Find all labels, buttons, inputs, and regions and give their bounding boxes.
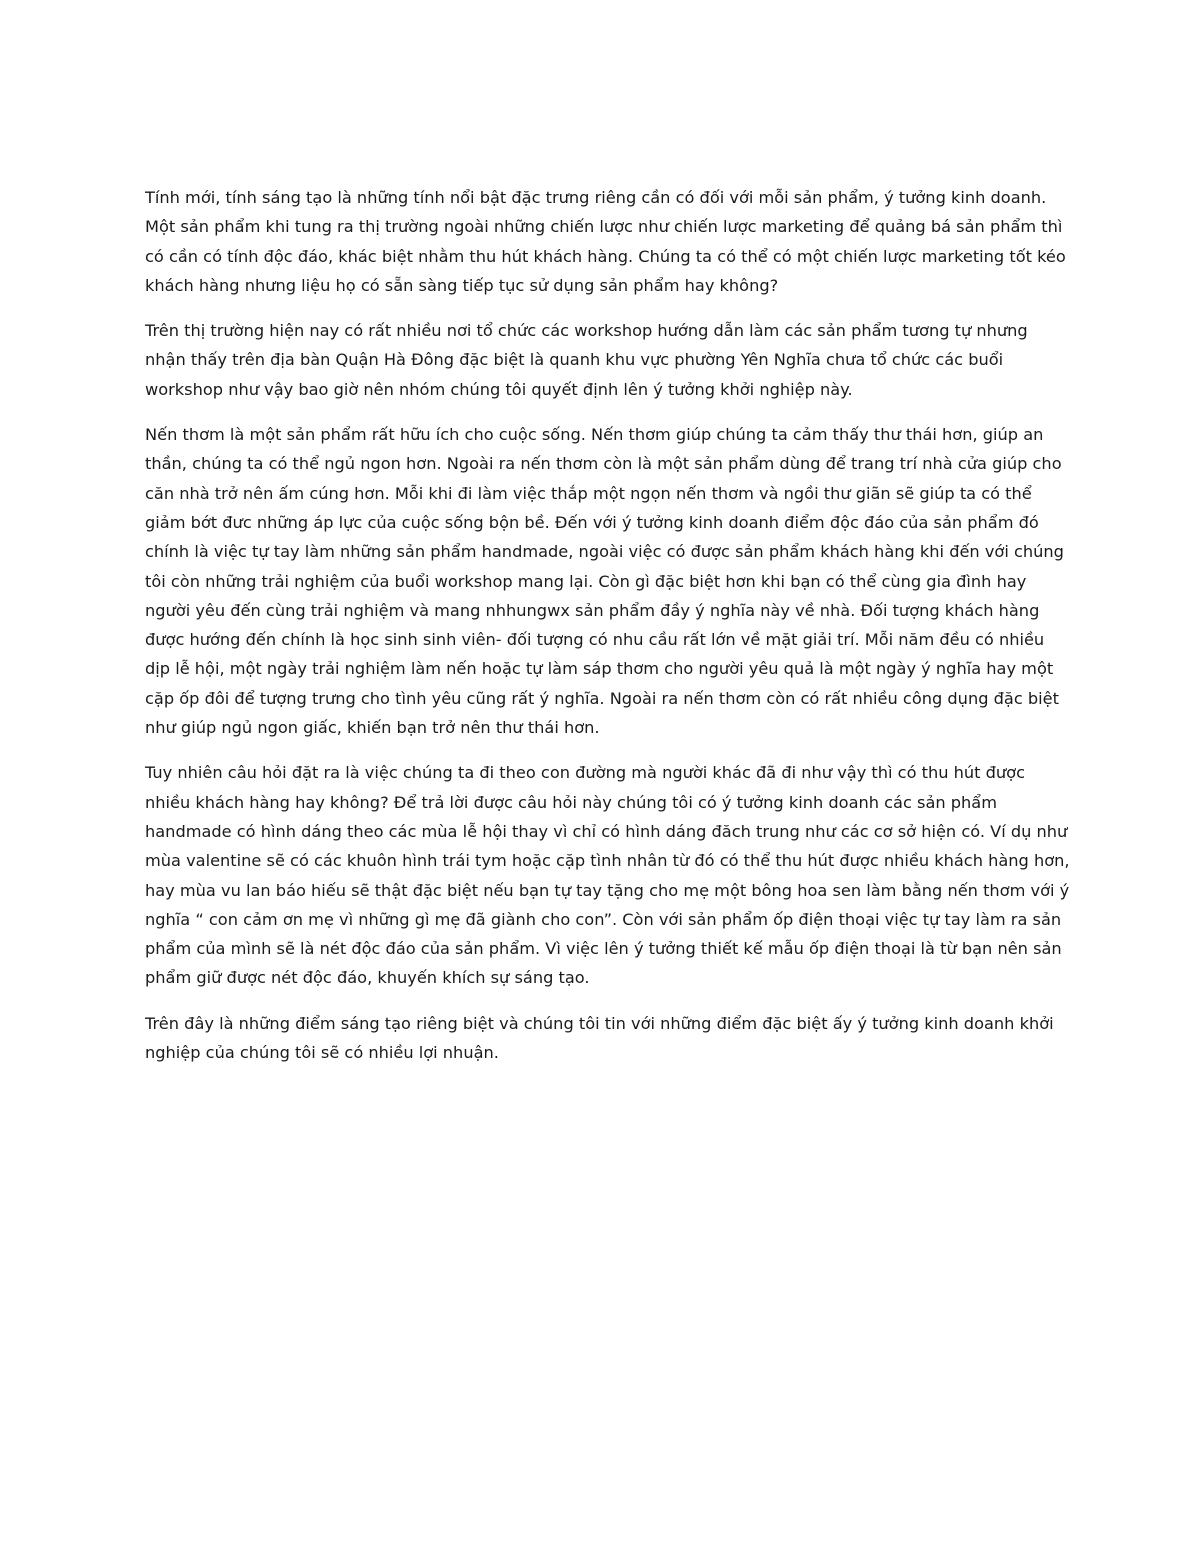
paragraph-3: Nến thơm là một sản phẩm rất hữu ích cho cuộc sống. Nến thơm giúp chúng ta cảm thấy thư thái hơn, giúp an thần, chúng ta có thể ngủ ngon hơn. Ngoài ra nến thơm còn là một sản phẩm dùng để trang trí nhà cửa giúp cho căn nhà trở nên ấm cúng hơn. Mỗi khi đi làm việc thắp một ngọn nến thơm và ngồi thư giãn sẽ giúp ta có thể giảm bớt đưc những áp lực của cuộc sống bộn bề. Đến với ý tưởng kinh doanh điểm độc đáo của sản phẩm đó chính là việc tự tay làm những sản phẩm handmade, ngoài việc có được sản phẩm khách hàng khi đến với chúng tôi còn những trải nghiệm của buổi workshop mang lại. Còn gì đặc biệt hơn khi bạn có thể cùng gia đình hay người yêu đến cùng trải nghiệm và mang nhhungwx sản phẩm đầy ý nghĩa này về nhà. Đối tượng khách hàng được hướng đến chính là học sinh sinh viên- đối tượng có nhu cầu rất lớn về mặt giải trí. Mỗi năm đều có nhiều dịp lễ hội, một ngày trải nghiệm làm nến hoặc tự làm sáp thơm cho người yêu quả là một ngày ý nghĩa hay một cặp ốp đôi để tượng trưng cho tình yêu cũng rất ý nghĩa. Ngoài ra nến thơm còn có rất nhiều công dụng đặc biệt như giúp ngủ ngon giấc, khiến bạn trở nên thư thái hơn.	[145, 425, 1064, 738]
paragraph-4: Tuy nhiên câu hỏi đặt ra là việc chúng ta đi theo con đường mà người khác đã đi như vậy thì có thu hút được nhiều khách hàng hay không? Để trả lời được câu hỏi này chúng tôi có ý tưởng kinh doanh các sản phẩm handmade có hình dáng theo các mùa lễ hội thay vì chỉ có hình dáng đăch trung như các cơ sở hiện có. Ví dụ như mùa valentine sẽ có các khuôn hình trái tym hoặc cặp tình nhân từ đó có thể thu hút được nhiều khách hàng hơn, hay mùa vu lan báo hiếu sẽ thật đặc biệt nếu bạn tự tay tặng cho mẹ một bông hoa sen làm bằng nến thơm với ý nghĩa “ con cảm ơn mẹ vì những gì mẹ đã giành cho con”. Còn với sản phẩm ốp điện thoại việc tự tay làm ra sản phẩm của mình sẽ là nét độc đáo của sản phẩm. Vì việc lên ý tưởng thiết kế mẫu ốp điện thoại là từ bạn nên sản phẩm giữ được nét độc đáo, khuyến khích sự sáng tạo.	[145, 763, 1070, 988]
document-body	[145, 183, 1070, 1083]
paragraph-2: Trên thị trường hiện nay có rất nhiều nơi tổ chức các workshop hướng dẫn làm các sản phẩm tương tự nhưng nhận thấy trên địa bàn Quận Hà Đông đặc biệt là quanh khu vực phường Yên Nghĩa chưa tổ chức các buổi workshop như vậy bao giờ nên nhóm chúng tôi quyết định lên ý tưởng khởi nghiệp này.	[145, 321, 1028, 399]
paragraph-1: Tính mới, tính sáng tạo là những tính nổi bật đặc trưng riêng cần có đối với mỗi sản phẩm, ý tưởng kinh doanh. Một sản phẩm khi tung ra thị trường ngoài những chiến lược như chiến lược marketing để quảng bá sản phẩm thì có cần có tính độc đáo, khác biệt nhằm thu hút khách hàng. Chúng ta có thể có một chiến lược marketing tốt kéo khách hàng nhưng liệu họ có sẵn sàng tiếp tục sử dụng sản phẩm hay không?	[145, 188, 1066, 295]
paragraph-5: Trên đây là những điểm sáng tạo riêng biệt và chúng tôi tin với những điểm đặc biệt ấy ý tưởng kinh doanh khởi nghiệp của chúng tôi sẽ có nhiều lợi nhuận.	[145, 1013, 1054, 1063]
